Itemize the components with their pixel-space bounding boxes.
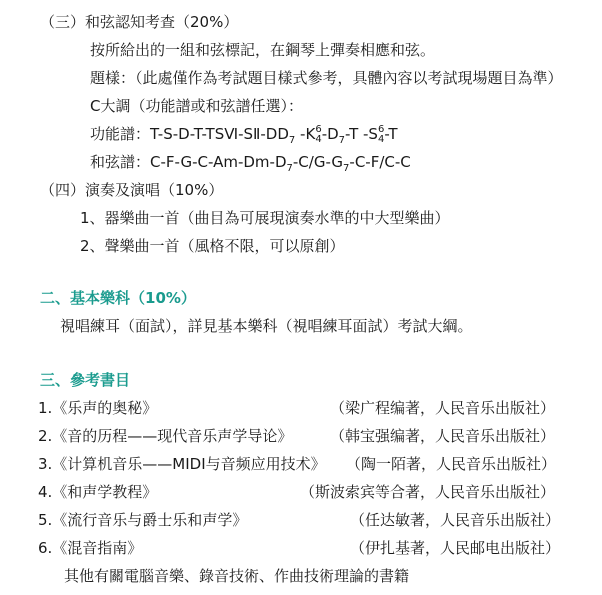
reference-title: 2.《音的历程——现代音乐声学导论》 xyxy=(38,427,293,445)
section-heading-performance: （四）演奏及演唱（10%） xyxy=(40,181,224,199)
reference-publisher: （斯波索宾等合著，人民音乐出版社） xyxy=(300,483,556,501)
subscript-7d: 7 xyxy=(343,163,350,174)
figure-4: 4 xyxy=(315,133,322,145)
functional-tail-4: -T xyxy=(384,125,398,143)
functional-tail-1: -K xyxy=(295,125,316,143)
reference-title: 1.《乐声的奥秘》 xyxy=(38,399,158,417)
figure-6: 6 xyxy=(315,123,322,135)
reference-publisher: （梁广程编著，人民音乐出版社） xyxy=(330,399,556,417)
reference-publisher: （任达敏著，人民音乐出版社） xyxy=(350,511,561,529)
reference-publisher: （陶一陌著，人民音乐出版社） xyxy=(346,455,557,473)
reference-publisher: （伊扎基著，人民邮电出版社） xyxy=(350,539,561,557)
chord-value-2: -C/G-G xyxy=(292,153,344,171)
functional-notation-line xyxy=(90,124,398,145)
chord-recognition-description: 按所給出的一組和弦標記，在鋼琴上彈奏相應和弦。 xyxy=(90,41,436,59)
figure-6b: 6 xyxy=(377,123,385,135)
chord-value-1: C-F-G-C-Am-Dm-D xyxy=(150,153,287,171)
chord-value-3: -C-F/C-C xyxy=(349,153,411,171)
reference-title: 3.《计算机音乐——MIDI与音频应用技术》 xyxy=(38,455,326,473)
reference-title: 6.《混音指南》 xyxy=(38,539,143,557)
performance-item-1: 1、器樂曲一首（曲目為可展現演奏水準的中大型樂曲） xyxy=(80,209,450,227)
part-heading-basic-music: 二、基本樂科（10%） xyxy=(40,289,196,307)
reference-publisher: （韩宝强编著，人民音乐出版社） xyxy=(330,427,556,445)
basic-music-body: 視唱練耳（面試），詳見基本樂科（視唱練耳面試）考試大綱。 xyxy=(60,317,473,335)
figure-4b: 4 xyxy=(377,133,385,145)
reference-title: 4.《和声学教程》 xyxy=(38,483,158,501)
chord-notation-line xyxy=(90,152,411,172)
key-line: C大調（功能譜或和弦譜任選）： xyxy=(90,97,303,115)
part-heading-references: 三、參考書目 xyxy=(40,371,131,389)
chord-label: 和弦譜： xyxy=(90,153,151,171)
functional-label: 功能譜： xyxy=(90,125,151,143)
subscript-7: 7 xyxy=(288,135,296,146)
reference-footer: 其他有關電腦音樂、錄音技術、作曲技術理論的書籍 xyxy=(64,567,410,585)
functional-value: T-S-D-T-TSⅥ-SⅡ-DD xyxy=(150,125,289,143)
performance-item-2: 2、聲樂曲一首（風格不限，可以原創） xyxy=(80,237,345,255)
functional-tail-2: -D xyxy=(321,125,339,143)
reference-title: 5.《流行音乐与爵士乐和声学》 xyxy=(38,511,248,529)
subscript-7b: 7 xyxy=(338,135,346,146)
section-heading-chord-recognition: （三）和弦認知考查（20%） xyxy=(40,13,239,31)
subscript-7c: 7 xyxy=(286,163,293,174)
sample-note: 題樣：（此處僅作為考試題目樣式參考，具體內容以考試現場題目為準） xyxy=(90,69,563,87)
functional-tail-3: -T -S xyxy=(345,125,378,143)
